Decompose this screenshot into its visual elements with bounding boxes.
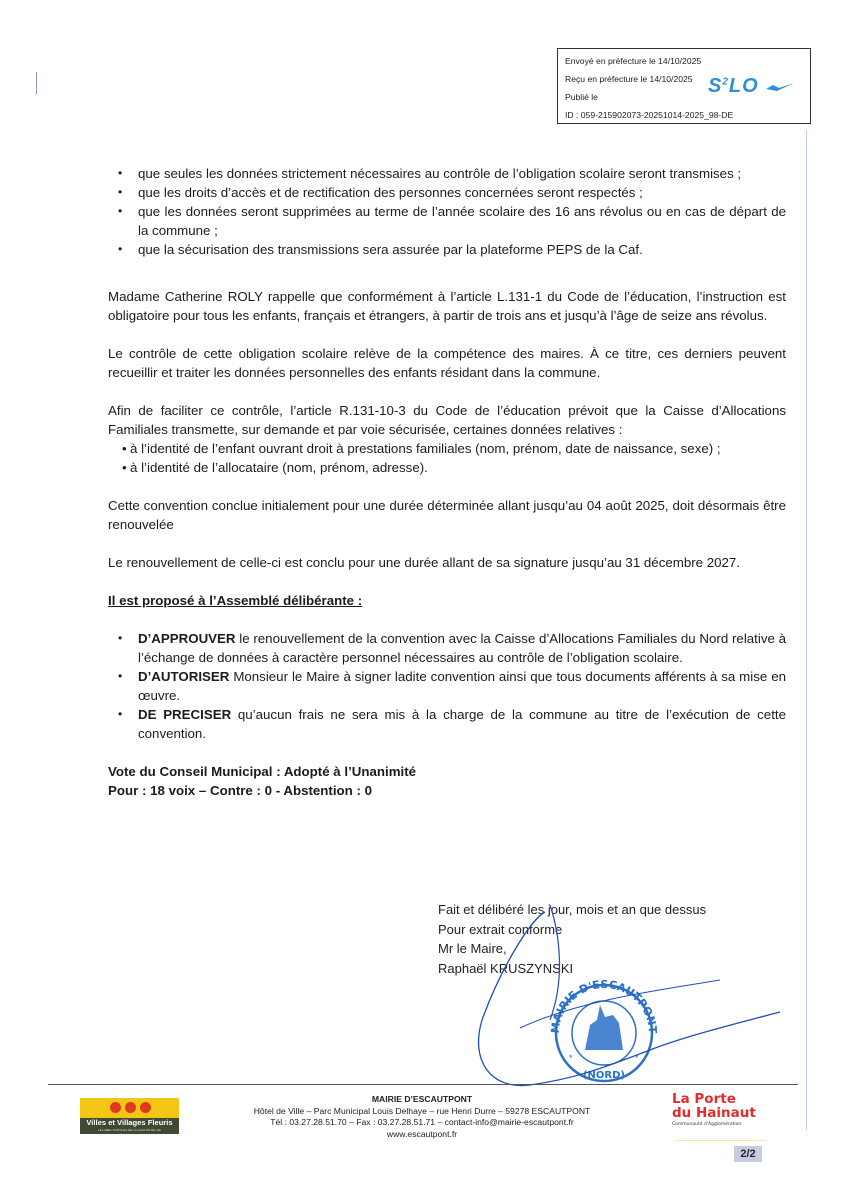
- right-logo-subtext: Communauté d'Agglomération: [672, 1122, 742, 1127]
- s2lo-logo: [708, 75, 795, 98]
- signature-line-3: Mr le Maire,: [438, 941, 507, 956]
- s2lo-logo-tail: LO: [728, 75, 759, 97]
- svg-text:*: *: [569, 1053, 573, 1063]
- data-relative-list: [108, 439, 786, 477]
- data-item: • à l’identité de l’allocataire (nom, prénom, adresse).: [130, 458, 786, 477]
- proposal-verb: D’APPROUVER: [138, 631, 236, 646]
- condition-item: • que seules les données strictement nécessaires au contrôle de l’obligation scolaire seront transmises ;: [138, 164, 786, 183]
- proposal-verb: D’AUTORISER: [138, 669, 230, 684]
- footer-title: MAIRIE D’ESCAUTPONT: [371, 1094, 473, 1104]
- proposal-heading: Il est proposé à l’Assemblé délibérante :: [108, 593, 363, 608]
- s2lo-logo-sup: 2: [722, 76, 729, 88]
- seal-bottom-text: (NORD): [582, 1070, 626, 1081]
- seal-top-text: MAIRIE D'ESCAUTPONT: [548, 977, 660, 1034]
- left-logo-subtext: LE LABEL NATIONAL DE LA QUALITÉ DE VIE: [98, 1128, 161, 1132]
- s2lo-logo-s: S: [708, 75, 723, 97]
- stamp-sent: Envoyé en préfecture le 14/10/2025: [565, 56, 702, 66]
- proposal-item: [138, 629, 786, 667]
- proposal-item: [138, 705, 786, 743]
- flower-icon: [110, 1102, 121, 1113]
- vote-line-2: Pour : 18 voix – Contre : 0 - Abstention : 0: [108, 783, 373, 798]
- proposal-item: [138, 667, 786, 705]
- svg-text:*: *: [635, 1053, 639, 1063]
- left-logo-text: Villes et Villages Fleuris: [86, 1118, 173, 1127]
- porte-du-hainaut-logo: [672, 1092, 772, 1127]
- conditions-list: [108, 164, 786, 259]
- footer-address-block: [222, 1094, 622, 1140]
- signature-line-2: Pour extrait conforme: [438, 921, 563, 937]
- footer-website[interactable]: www.escautpont.fr: [386, 1128, 458, 1139]
- right-logo-line-2: du Hainaut: [672, 1105, 756, 1121]
- signature-line-4: Raphaël KRUSZYNSKI: [438, 960, 574, 976]
- signature-block: [438, 900, 706, 978]
- stamp-received: Reçu en préfecture le 14/10/2025: [565, 74, 693, 84]
- paragraph-instruction: Madame Catherine ROLY rappelle que conformément à l’article L.131-1 du Code de l’éducation, l’instruction est obligatoire pour tous les enfants, français et étrangers, à partir de trois ans et jusqu’à l’âge de seize ans révolus.: [108, 289, 786, 323]
- stamp-id: ID : 059-215902073-20251014-2025_98-DE: [565, 110, 734, 120]
- page-number: 2/2: [734, 1146, 762, 1162]
- stamp-published: Publié le: [565, 92, 598, 102]
- proposal-verb: DE PRECISER: [138, 707, 232, 722]
- margin-line: [806, 130, 807, 1130]
- condition-item: • que la sécurisation des transmissions sera assurée par la plateforme PEPS de la Caf.: [138, 240, 786, 259]
- signature-line-1: Fait et délibéré les jour, mois et an que dessus: [438, 902, 707, 917]
- prefecture-stamp: [557, 48, 811, 124]
- footer-divider: [48, 1084, 798, 1085]
- proposal-list: [108, 629, 786, 743]
- vote-line-1: Vote du Conseil Municipal : Adopté à l’Unanimité: [108, 764, 417, 779]
- paragraph-renewal: Le renouvellement de celle-ci est conclu pour une durée allant de sa signature jusqu’au 31 décembre 2027.: [108, 555, 741, 570]
- paragraph-competence: Le contrôle de cette obligation scolaire relève de la compétence des maires. À ce titre, ces derniers peuvent recueillir et traiter les données personnelles des enfants résidant dans la commune.: [108, 346, 786, 380]
- villes-villages-fleuris-logo: [80, 1098, 179, 1134]
- condition-item: • que les données seront supprimées au terme de l’année scolaire des 16 ans révolus ou en cas de départ de la commune ;: [138, 202, 786, 240]
- data-item: • à l’identité de l’enfant ouvrant droit à prestations familiales (nom, prénom, date de naissance, sexe) ;: [130, 439, 786, 458]
- mairie-seal-icon: [545, 975, 663, 1085]
- flower-icon: [125, 1102, 136, 1113]
- paragraph-article: Afin de faciliter ce contrôle, l’article R.131-10-3 du Code de l’éducation prévoit que la Caisse d’Allocations Familiales transmette, sur demande et par voie sécurisée, certaines données relatives :: [108, 403, 786, 437]
- condition-item: • que les droits d’accès et de rectification des personnes concernées seront respectés ;: [138, 183, 786, 202]
- footer-contact: Tél : 03.27.28.51.70 – Fax : 03.27.28.51.71 – contact-info@mairie-escautpont.fr: [270, 1117, 574, 1127]
- proposal-text: qu’aucun frais ne sera mis à la charge de la commune au titre de l’exécution de cette convention.: [138, 707, 786, 741]
- right-logo-line-1: La Porte: [672, 1091, 736, 1107]
- paragraph-convention: Cette convention conclue initialement pour une durée déterminée allant jusqu’au 04 août 2025, doit désormais être renouvelée: [108, 498, 786, 532]
- flower-icon: [140, 1102, 151, 1113]
- proposal-text: Monsieur le Maire à signer ladite convention ainsi que tous documents afférents à sa mise en œuvre.: [138, 669, 786, 703]
- proposal-text: le renouvellement de la convention avec la Caisse d’Allocations Familiales du Nord relative à l’échange de données à caractère personnel nécessaires au contrôle de l’obligation scolaire.: [138, 631, 786, 665]
- margin-mark: [36, 72, 37, 94]
- footer-address: Hôtel de Ville – Parc Municipal Louis Delhaye – rue Henri Durre – 59278 ESCAUTPONT: [253, 1105, 591, 1116]
- document-body: [108, 164, 786, 800]
- paper-plane-icon: [765, 81, 795, 93]
